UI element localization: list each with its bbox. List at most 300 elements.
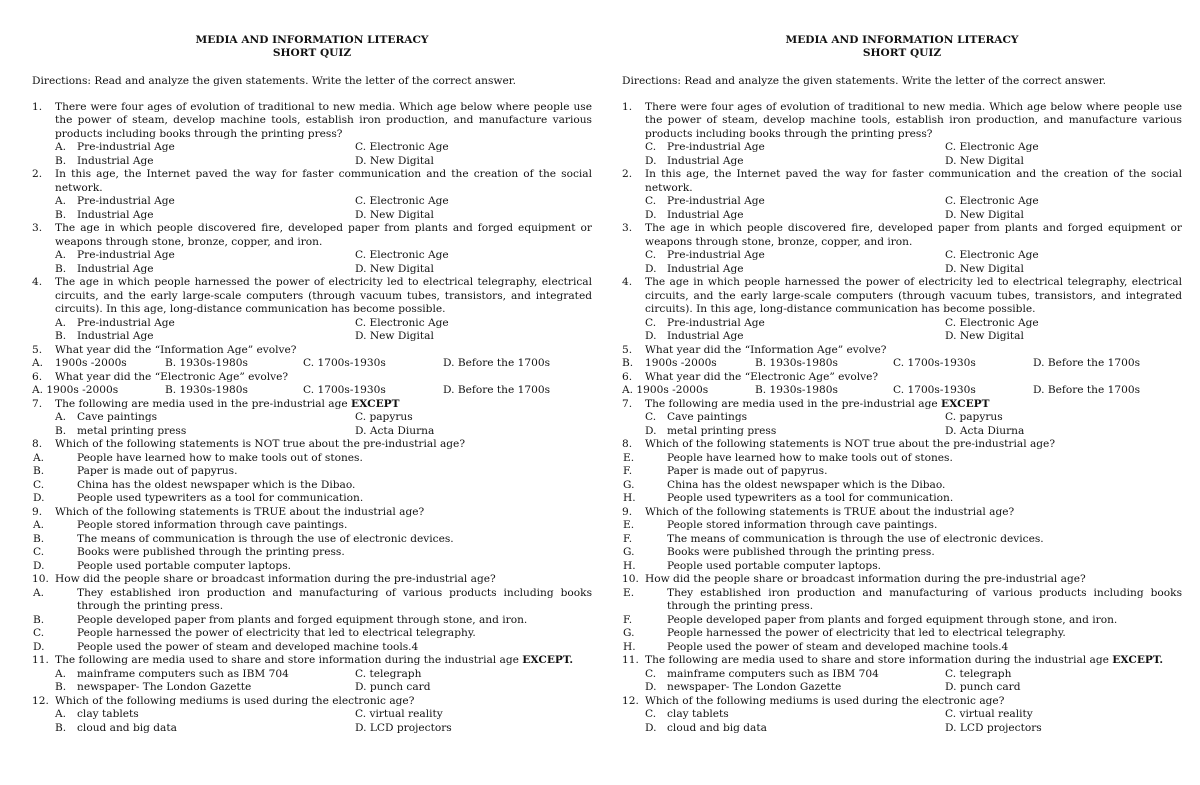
answer-option — [645, 708, 945, 722]
question-text — [55, 168, 592, 195]
option-text: Industrial Age — [667, 154, 744, 167]
answer-option — [33, 586, 592, 614]
answer-options — [55, 708, 592, 735]
answer-option — [645, 722, 945, 736]
question-number: 3. — [32, 222, 43, 234]
option-text: metal printing press — [77, 424, 187, 437]
question-text — [645, 101, 1182, 142]
answer-option — [33, 465, 592, 479]
option-text: clay tablets — [667, 708, 729, 720]
question-text-body: In this age, the Internet paved the way for faster communication and the creation of the social network. — [55, 168, 592, 194]
option-text: D. New Digital — [945, 208, 1024, 221]
question-11 — [622, 654, 1182, 695]
question-3 — [622, 222, 1182, 276]
answer-option: B. — [622, 357, 634, 369]
question-9 — [32, 506, 592, 574]
question-6 — [32, 371, 592, 398]
question-text-body: The following are media used in the pre-industrial age — [55, 397, 348, 410]
answer-option — [33, 532, 592, 547]
question-text — [645, 438, 1182, 452]
answer-option — [623, 465, 1182, 479]
quiz-title — [622, 34, 1182, 59]
option-text: C. telegraph — [355, 667, 422, 680]
option-text: Pre-industrial Age — [667, 249, 765, 261]
answer-option — [33, 492, 592, 506]
question-number: 9. — [32, 505, 43, 518]
title-line-1: MEDIA AND INFORMATION LITERACY — [195, 34, 429, 46]
option-text: C. papyrus — [355, 411, 413, 423]
answer-option — [33, 519, 592, 533]
option-text: C. Electronic Age — [945, 195, 1039, 207]
answer-options — [55, 141, 592, 168]
answer-option — [55, 195, 355, 209]
option-letter: G. — [623, 627, 635, 639]
question-text-body: Which of the following statements is NOT true about the pre-industrial age? — [645, 438, 1055, 450]
answer-option — [645, 249, 945, 263]
option-text: People used portable computer laptops. — [667, 559, 882, 572]
option-text: People have learned how to make tools out of stones. — [77, 451, 363, 464]
answer-option — [33, 546, 592, 560]
question-number: 10. — [32, 573, 49, 585]
question-text — [645, 654, 1182, 668]
answer-option: 1900s -2000s — [645, 357, 717, 369]
answer-option: A. 1900s -2000s — [32, 384, 119, 396]
question-text-body: There were four ages of evolution of traditional to new media. Which age below where people use the power of steam, develop machine tools, establish iron production, and manufacture various products including books through the printing press? — [645, 100, 1182, 140]
question-8 — [32, 438, 592, 506]
question-text — [55, 506, 592, 520]
answer-option — [55, 209, 355, 223]
answer-option — [623, 586, 1182, 614]
option-text: D. New Digital — [945, 154, 1024, 167]
answer-option: D. Before the 1700s — [443, 357, 551, 369]
question-11 — [32, 654, 592, 695]
answer-option — [945, 317, 1182, 331]
option-text: D. LCD projectors — [945, 721, 1042, 734]
option-letter: D. — [33, 640, 45, 653]
question-text-body: The age in which people discovered fire, developed paper from plants and forged equipment or weapons through stone, bronze, copper, and iron. — [55, 222, 592, 248]
answer-option: A. — [32, 357, 44, 369]
option-text: The means of communication is through the use of electronic devices. — [667, 532, 1044, 545]
title-line-2: SHORT QUIZ — [862, 46, 942, 59]
option-text: Pre-industrial Age — [77, 195, 175, 207]
option-letter: B. — [55, 154, 67, 167]
option-text: Cave paintings — [667, 411, 748, 423]
question-number: 11. — [32, 654, 49, 666]
answer-option — [55, 317, 355, 331]
answer-option — [623, 478, 1182, 493]
question-1 — [32, 101, 592, 169]
question-text-body: There were four ages of evolution of traditional to new media. Which age below where people use the power of steam, develop machine tools, establish iron production, and manufacture various products including books through the printing press? — [55, 100, 592, 140]
question-1 — [622, 101, 1182, 169]
option-letter: D. — [645, 681, 657, 693]
question-number: 5. — [32, 343, 43, 356]
question-number: 4. — [622, 276, 633, 288]
question-text-body: Which of the following statements is TRUE about the industrial age? — [645, 505, 1015, 518]
answer-option — [33, 478, 592, 493]
option-letter: D. — [645, 154, 657, 167]
option-letter: B. — [55, 330, 67, 342]
answer-option — [623, 492, 1182, 506]
option-text: Industrial Age — [77, 330, 154, 342]
answer-option — [623, 627, 1182, 641]
question-number: 8. — [32, 438, 43, 450]
option-letter: A. — [55, 667, 67, 680]
answer-option — [945, 263, 1182, 277]
title-line-2: SHORT QUIZ — [272, 46, 352, 59]
answer-option: A. 1900s -2000s — [622, 384, 709, 396]
option-letter: C. — [645, 411, 657, 423]
answer-option — [945, 155, 1182, 169]
question-text-body: The following are media used in the pre-industrial age — [645, 397, 938, 410]
option-letter: G. — [623, 478, 635, 491]
question-text — [55, 276, 592, 317]
answer-option — [623, 519, 1182, 533]
answer-option — [55, 668, 355, 682]
answer-option — [945, 668, 1182, 682]
option-letter: D. — [645, 262, 657, 275]
answer-option — [55, 384, 165, 398]
option-text: Paper is made out of papyrus. — [77, 465, 238, 477]
title-line-1: MEDIA AND INFORMATION LITERACY — [785, 34, 1019, 46]
option-text: D. LCD projectors — [355, 721, 452, 734]
answer-option: D. Before the 1700s — [443, 384, 551, 396]
answer-options — [623, 451, 1182, 506]
answer-option — [33, 613, 592, 628]
option-text: Industrial Age — [667, 208, 744, 221]
question-text-body: What year did the “Information Age” evolve? — [645, 343, 887, 356]
question-text-body: The age in which people harnessed the power of electricity led to electrical telegraphy, electrical circuits, and the early large-scale computers (through vacuum tubes, transistors, and integrated circuits). In this age, long-distance communication has become possible. — [645, 276, 1182, 315]
option-text: cloud and big data — [77, 721, 177, 734]
question-4 — [32, 276, 592, 344]
option-text: They established iron production and manufacturing of various products including books through the printing press. — [77, 586, 592, 612]
option-letter: C. — [33, 627, 45, 639]
answer-option — [355, 155, 592, 169]
option-text: mainframe computers such as IBM 704 — [77, 667, 289, 680]
option-letter: C. — [645, 141, 657, 153]
question-6 — [622, 371, 1182, 398]
option-letter: C. — [33, 546, 45, 558]
answer-options — [55, 317, 592, 344]
answer-options — [622, 384, 1182, 398]
answer-option — [55, 681, 355, 695]
option-text: People developed paper from plants and forged equipment through stone, and iron. — [77, 613, 528, 626]
option-letter: H. — [623, 492, 636, 504]
question-text — [55, 695, 592, 709]
option-text: C. virtual reality — [945, 708, 1033, 720]
question-number: 3. — [622, 222, 633, 234]
question-number: 5. — [622, 343, 633, 356]
option-text: China has the oldest newspaper which is the Dibao. — [77, 478, 356, 491]
answer-option — [645, 384, 755, 398]
option-letter: D. — [645, 208, 657, 221]
answer-option — [355, 209, 592, 223]
question-emphasis: EXCEPT — [941, 397, 990, 410]
option-text: D. Acta Diurna — [945, 424, 1025, 437]
question-text — [55, 654, 592, 668]
question-3 — [32, 222, 592, 276]
answer-option: C. 1700s-1930s — [303, 357, 386, 369]
answer-option — [645, 411, 945, 425]
option-letter: C. — [645, 249, 657, 261]
option-text: C. Electronic Age — [355, 249, 449, 261]
answer-option — [355, 330, 592, 344]
option-text: People have learned how to make tools out of stones. — [667, 451, 953, 464]
answer-option: C. 1700s-1930s — [893, 384, 976, 396]
question-number: 8. — [622, 438, 633, 450]
option-letter: H. — [623, 640, 636, 653]
question-number: 1. — [622, 100, 633, 113]
answer-option — [645, 209, 945, 223]
option-letter: E. — [623, 586, 635, 599]
answer-option — [645, 195, 945, 209]
answer-option — [55, 141, 355, 155]
question-text-body: Which of the following mediums is used during the electronic age? — [645, 694, 1005, 707]
answer-options — [645, 317, 1182, 344]
option-text: Pre-industrial Age — [77, 141, 175, 153]
option-text: Pre-industrial Age — [667, 141, 765, 153]
option-letter: C. — [645, 316, 657, 329]
option-letter: B. — [55, 424, 67, 437]
option-text: Pre-industrial Age — [667, 316, 765, 329]
question-text-body: The following are media used to share and store information during the industrial age — [645, 654, 1109, 666]
question-number: 7. — [622, 397, 633, 410]
answer-options — [32, 357, 592, 371]
answer-option — [55, 155, 355, 169]
option-letter: B. — [55, 262, 67, 275]
option-letter: A. — [33, 519, 45, 531]
answer-option — [55, 722, 355, 736]
answer-option — [645, 317, 945, 331]
option-letter: D. — [645, 424, 657, 437]
option-text: Books were published through the printing press. — [667, 546, 935, 558]
question-text-body: Which of the following statements is NOT true about the pre-industrial age? — [55, 438, 465, 450]
answer-option — [355, 722, 592, 736]
question-number: 1. — [32, 100, 43, 113]
answer-option — [645, 668, 945, 682]
option-text: People stored information through cave paintings. — [77, 519, 348, 531]
left-quiz-page — [32, 0, 592, 735]
option-text: Books were published through the printing press. — [77, 546, 345, 558]
option-text: C. Electronic Age — [355, 195, 449, 207]
option-text: clay tablets — [77, 708, 139, 720]
answer-option — [355, 425, 592, 439]
question-text-body: What year did the “Electronic Age” evolve? — [645, 370, 879, 383]
answer-option: C. 1700s-1930s — [303, 384, 386, 396]
question-text — [645, 506, 1182, 520]
answer-option — [355, 195, 592, 209]
answer-option: B. 1930s-1980s — [165, 384, 248, 396]
answer-options — [33, 451, 592, 506]
option-text: People harnessed the power of electricity that led to electrical telegraphy. — [77, 627, 476, 639]
option-letter: D. — [645, 330, 657, 342]
answer-option — [945, 141, 1182, 155]
question-text — [55, 101, 592, 142]
answer-option — [55, 425, 355, 439]
question-number: 4. — [32, 276, 43, 288]
option-text: Industrial Age — [667, 330, 744, 342]
answer-options — [645, 708, 1182, 735]
option-text: People used the power of steam and developed machine tools.4 — [667, 640, 1009, 653]
option-letter: E. — [623, 519, 635, 531]
answer-option: 1900s -2000s — [55, 357, 127, 369]
question-5 — [622, 344, 1182, 371]
question-text-body: The age in which people harnessed the power of electricity led to electrical telegraphy, electrical circuits, and the early large-scale computers (through vacuum tubes, transistors, and integrated circuits). In this age, long-distance communication has become possible. — [55, 276, 592, 315]
answer-option — [945, 330, 1182, 344]
option-text: Pre-industrial Age — [667, 195, 765, 207]
option-text: C. Electronic Age — [945, 249, 1039, 261]
option-text: People developed paper from plants and forged equipment through stone, and iron. — [667, 613, 1118, 626]
answer-option — [355, 708, 592, 722]
question-text — [55, 371, 592, 385]
answer-option — [645, 155, 945, 169]
option-letter: A. — [55, 249, 67, 261]
answer-option — [945, 411, 1182, 425]
answer-options — [55, 249, 592, 276]
answer-option — [945, 209, 1182, 223]
question-7 — [622, 398, 1182, 439]
option-letter: H. — [623, 559, 636, 572]
option-text: C. Electronic Age — [355, 316, 449, 329]
option-letter: B. — [33, 613, 45, 626]
option-text: Pre-industrial Age — [77, 249, 175, 261]
question-12 — [32, 695, 592, 736]
answer-options — [33, 586, 592, 655]
answer-option — [355, 263, 592, 277]
option-letter: A. — [55, 316, 67, 329]
question-10 — [622, 573, 1182, 654]
option-text: C. Electronic Age — [945, 316, 1039, 329]
option-text: newspaper- The London Gazette — [667, 681, 842, 693]
option-text: Industrial Age — [77, 154, 154, 167]
question-7 — [32, 398, 592, 439]
answer-option — [623, 546, 1182, 560]
question-text-body: The age in which people discovered fire, developed paper from plants and forged equipment or weapons through stone, bronze, copper, and iron. — [645, 222, 1182, 248]
answer-option — [645, 263, 945, 277]
answer-option: D. Before the 1700s — [1033, 384, 1141, 396]
question-10 — [32, 573, 592, 654]
question-text-body: What year did the “Electronic Age” evolve? — [55, 370, 289, 383]
question-text-body: How did the people share or broadcast information during the pre-industrial age? — [55, 573, 496, 585]
question-text — [55, 398, 592, 412]
question-number: 6. — [622, 370, 633, 383]
answer-option — [355, 249, 592, 263]
option-text: People used typewriters as a tool for communication. — [77, 492, 364, 504]
question-text — [645, 222, 1182, 249]
option-text: People used portable computer laptops. — [77, 559, 292, 572]
option-text: People stored information through cave paintings. — [667, 519, 938, 531]
option-text: Cave paintings — [77, 411, 158, 423]
answer-option: B. 1930s-1980s — [755, 357, 838, 369]
option-text: D. punch card — [945, 681, 1021, 693]
option-letter: C. — [645, 708, 657, 720]
option-text: C. papyrus — [945, 411, 1003, 423]
answer-option — [645, 425, 945, 439]
question-number: 10. — [622, 573, 639, 585]
option-text: China has the oldest newspaper which is the Dibao. — [667, 478, 946, 491]
answer-option — [623, 451, 1182, 466]
option-text: newspaper- The London Gazette — [77, 681, 252, 693]
question-text — [55, 573, 592, 587]
answer-options — [645, 411, 1182, 438]
answer-options — [623, 586, 1182, 655]
question-emphasis: EXCEPT. — [1112, 654, 1164, 666]
question-text-body: Which of the following statements is TRUE about the industrial age? — [55, 505, 425, 518]
question-number: 7. — [32, 397, 43, 410]
question-number: 6. — [32, 370, 43, 383]
question-number: 2. — [622, 168, 633, 180]
answer-option: B. 1930s-1980s — [755, 384, 838, 396]
question-number: 2. — [32, 168, 43, 180]
option-letter: F. — [623, 532, 633, 545]
answer-option — [945, 249, 1182, 263]
question-text-body: The following are media used to share and store information during the industrial age — [55, 654, 519, 666]
answer-options — [645, 195, 1182, 222]
question-text — [55, 438, 592, 452]
answer-options — [645, 668, 1182, 695]
option-text: D. New Digital — [355, 330, 434, 342]
option-letter: A. — [55, 708, 67, 720]
question-2 — [32, 168, 592, 222]
option-text: Pre-industrial Age — [77, 316, 175, 329]
option-text: cloud and big data — [667, 721, 767, 734]
question-5 — [32, 344, 592, 371]
answer-option — [33, 627, 592, 641]
question-2 — [622, 168, 1182, 222]
option-letter: D. — [33, 559, 45, 572]
answer-option — [355, 317, 592, 331]
answer-option — [945, 708, 1182, 722]
option-text: C. Electronic Age — [945, 141, 1039, 153]
answer-option — [945, 722, 1182, 736]
option-letter: D. — [33, 492, 45, 504]
question-8 — [622, 438, 1182, 506]
answer-option — [33, 559, 592, 574]
option-text: People harnessed the power of electricity that led to electrical telegraphy. — [667, 627, 1066, 639]
directions: Directions: Read and analyze the given statements. Write the letter of the correct answer. — [32, 75, 517, 87]
question-emphasis: EXCEPT. — [522, 654, 574, 666]
question-text — [645, 276, 1182, 317]
option-letter: F. — [623, 465, 633, 477]
option-text: C. virtual reality — [355, 708, 443, 720]
question-text — [645, 168, 1182, 195]
question-text — [55, 344, 592, 358]
question-number: 12. — [622, 694, 639, 707]
question-4 — [622, 276, 1182, 344]
option-letter: B. — [33, 532, 45, 545]
answer-option — [55, 263, 355, 277]
option-text: C. Electronic Age — [355, 141, 449, 153]
option-text: metal printing press — [667, 424, 777, 437]
option-letter: C. — [645, 667, 657, 680]
question-text-body: Which of the following mediums is used during the electronic age? — [55, 694, 415, 707]
answer-option — [55, 411, 355, 425]
answer-option — [623, 532, 1182, 547]
option-text: D. Acta Diurna — [355, 424, 435, 437]
question-number: 9. — [622, 505, 633, 518]
answer-option — [645, 681, 945, 695]
question-emphasis: EXCEPT — [351, 397, 400, 410]
answer-option — [355, 411, 592, 425]
answer-options — [55, 411, 592, 438]
question-text — [645, 371, 1182, 385]
question-text-body: How did the people share or broadcast information during the pre-industrial age? — [645, 573, 1086, 585]
quiz-title — [32, 34, 592, 59]
option-text: Industrial Age — [77, 208, 154, 221]
directions: Directions: Read and analyze the given statements. Write the letter of the correct answer. — [622, 75, 1107, 87]
answer-option — [645, 141, 945, 155]
option-text: People used typewriters as a tool for communication. — [667, 492, 954, 504]
question-number: 11. — [622, 654, 639, 666]
